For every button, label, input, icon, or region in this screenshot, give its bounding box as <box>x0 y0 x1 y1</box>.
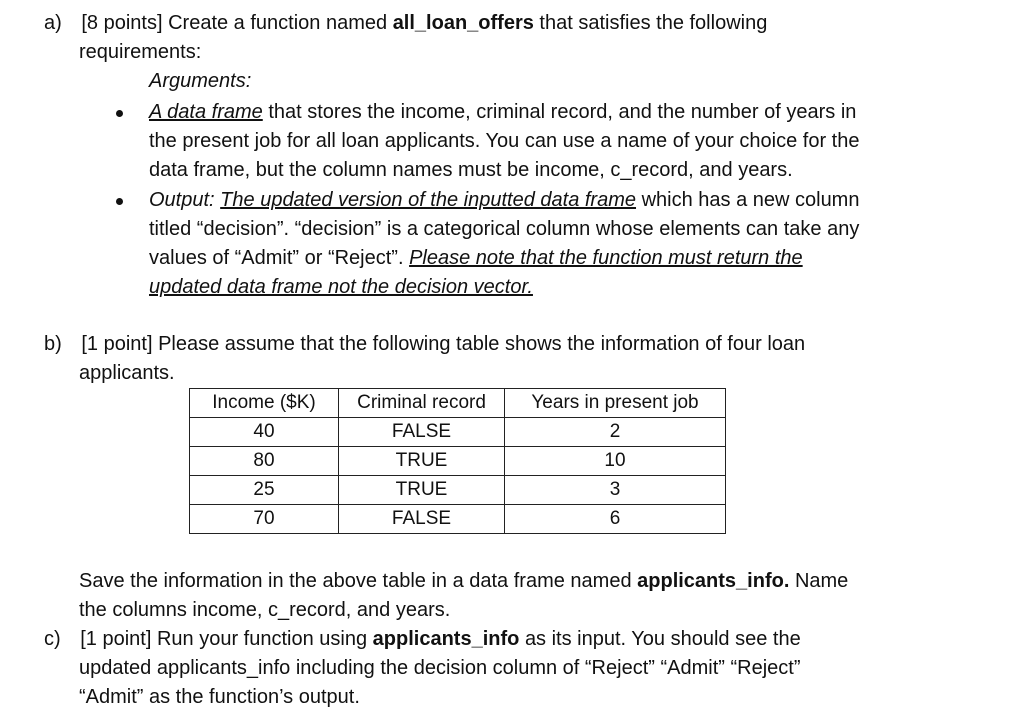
table-cell: 10 <box>505 447 726 476</box>
table-cell: 40 <box>190 418 339 447</box>
applicants-table <box>189 388 726 534</box>
section-a-intro: Create a function named <box>168 12 388 34</box>
table-row <box>190 418 726 447</box>
bullet-dot-1 <box>116 110 123 117</box>
applicants-info-ref: applicants_info <box>372 628 520 650</box>
table-cell: 6 <box>505 505 726 534</box>
section-c-line2: updated applicants_info including the decision column of “Reject” “Admit” “Reject” <box>79 657 801 679</box>
bullet1-line1: A data frame that stores the income, criminal record, and the number of years in <box>149 101 857 123</box>
save-line2: the columns income, c_record, and years. <box>79 599 451 621</box>
section-b-line2: applicants. <box>79 362 175 384</box>
bullet1-line3: data frame, but the column names must be income, c_record, and years. <box>149 159 793 181</box>
table-row <box>190 447 726 476</box>
section-a-line1 <box>44 11 767 35</box>
table-row <box>190 505 726 534</box>
arguments-label: Arguments: <box>149 70 252 92</box>
bullet2-line4: updated data frame not the decision vector. <box>149 276 533 298</box>
output-term: The updated version of the inputted data frame <box>220 189 637 211</box>
table-cell: TRUE <box>339 447 505 476</box>
table-cell: FALSE <box>339 418 505 447</box>
bullet2-line3: values of “Admit” or “Reject”. Please note that the function must return the <box>149 247 803 269</box>
bullet-dot-2 <box>116 198 123 205</box>
table-cell: 70 <box>190 505 339 534</box>
section-a-line2: requirements: <box>79 41 202 63</box>
section-a-marker: a) <box>44 12 62 34</box>
note-underlined: Please note that the function must return the <box>409 247 803 269</box>
save-line1: Save the information in the above table in a data frame named applicants_info. Name <box>79 570 849 592</box>
section-c-marker: c) <box>44 628 61 650</box>
header-income: Income ($K) <box>190 389 339 418</box>
applicants-info-name: applicants_info. <box>637 570 790 592</box>
header-years: Years in present job <box>505 389 726 418</box>
bullet1-line2: the present job for all loan applicants. You can use a name of your choice for the <box>149 130 860 152</box>
table-cell: 2 <box>505 418 726 447</box>
section-c-points: [1 point] <box>80 628 152 650</box>
header-criminal-record: Criminal record <box>339 389 505 418</box>
section-c-line3: “Admit” as the function’s output. <box>79 686 360 708</box>
table-cell: 25 <box>190 476 339 505</box>
section-b-marker: b) <box>44 333 62 355</box>
section-a-intro-end: that satisfies the following <box>539 12 768 34</box>
table-cell: 3 <box>505 476 726 505</box>
section-b-line1: b) [1 point] Please assume that the following table shows the information of four loan <box>44 333 806 355</box>
table-row <box>190 476 726 505</box>
bullet2-line2: titled “decision”. “decision” is a categorical column whose elements can take any <box>149 218 860 240</box>
section-a-points: [8 points] <box>81 12 163 34</box>
bullet2-line1: Output: The updated version of the inputted data frame which has a new column <box>149 189 860 211</box>
table-cell: FALSE <box>339 505 505 534</box>
data-frame-term: A data frame <box>149 101 263 123</box>
function-name: all_loan_offers <box>392 12 534 34</box>
section-b-points: [1 point] <box>81 333 153 355</box>
table-cell: 80 <box>190 447 339 476</box>
table-cell: TRUE <box>339 476 505 505</box>
table-header-row <box>190 389 726 418</box>
section-c-line1: c) [1 point] Run your function using applicants_info as its input. You should see the <box>44 628 801 650</box>
